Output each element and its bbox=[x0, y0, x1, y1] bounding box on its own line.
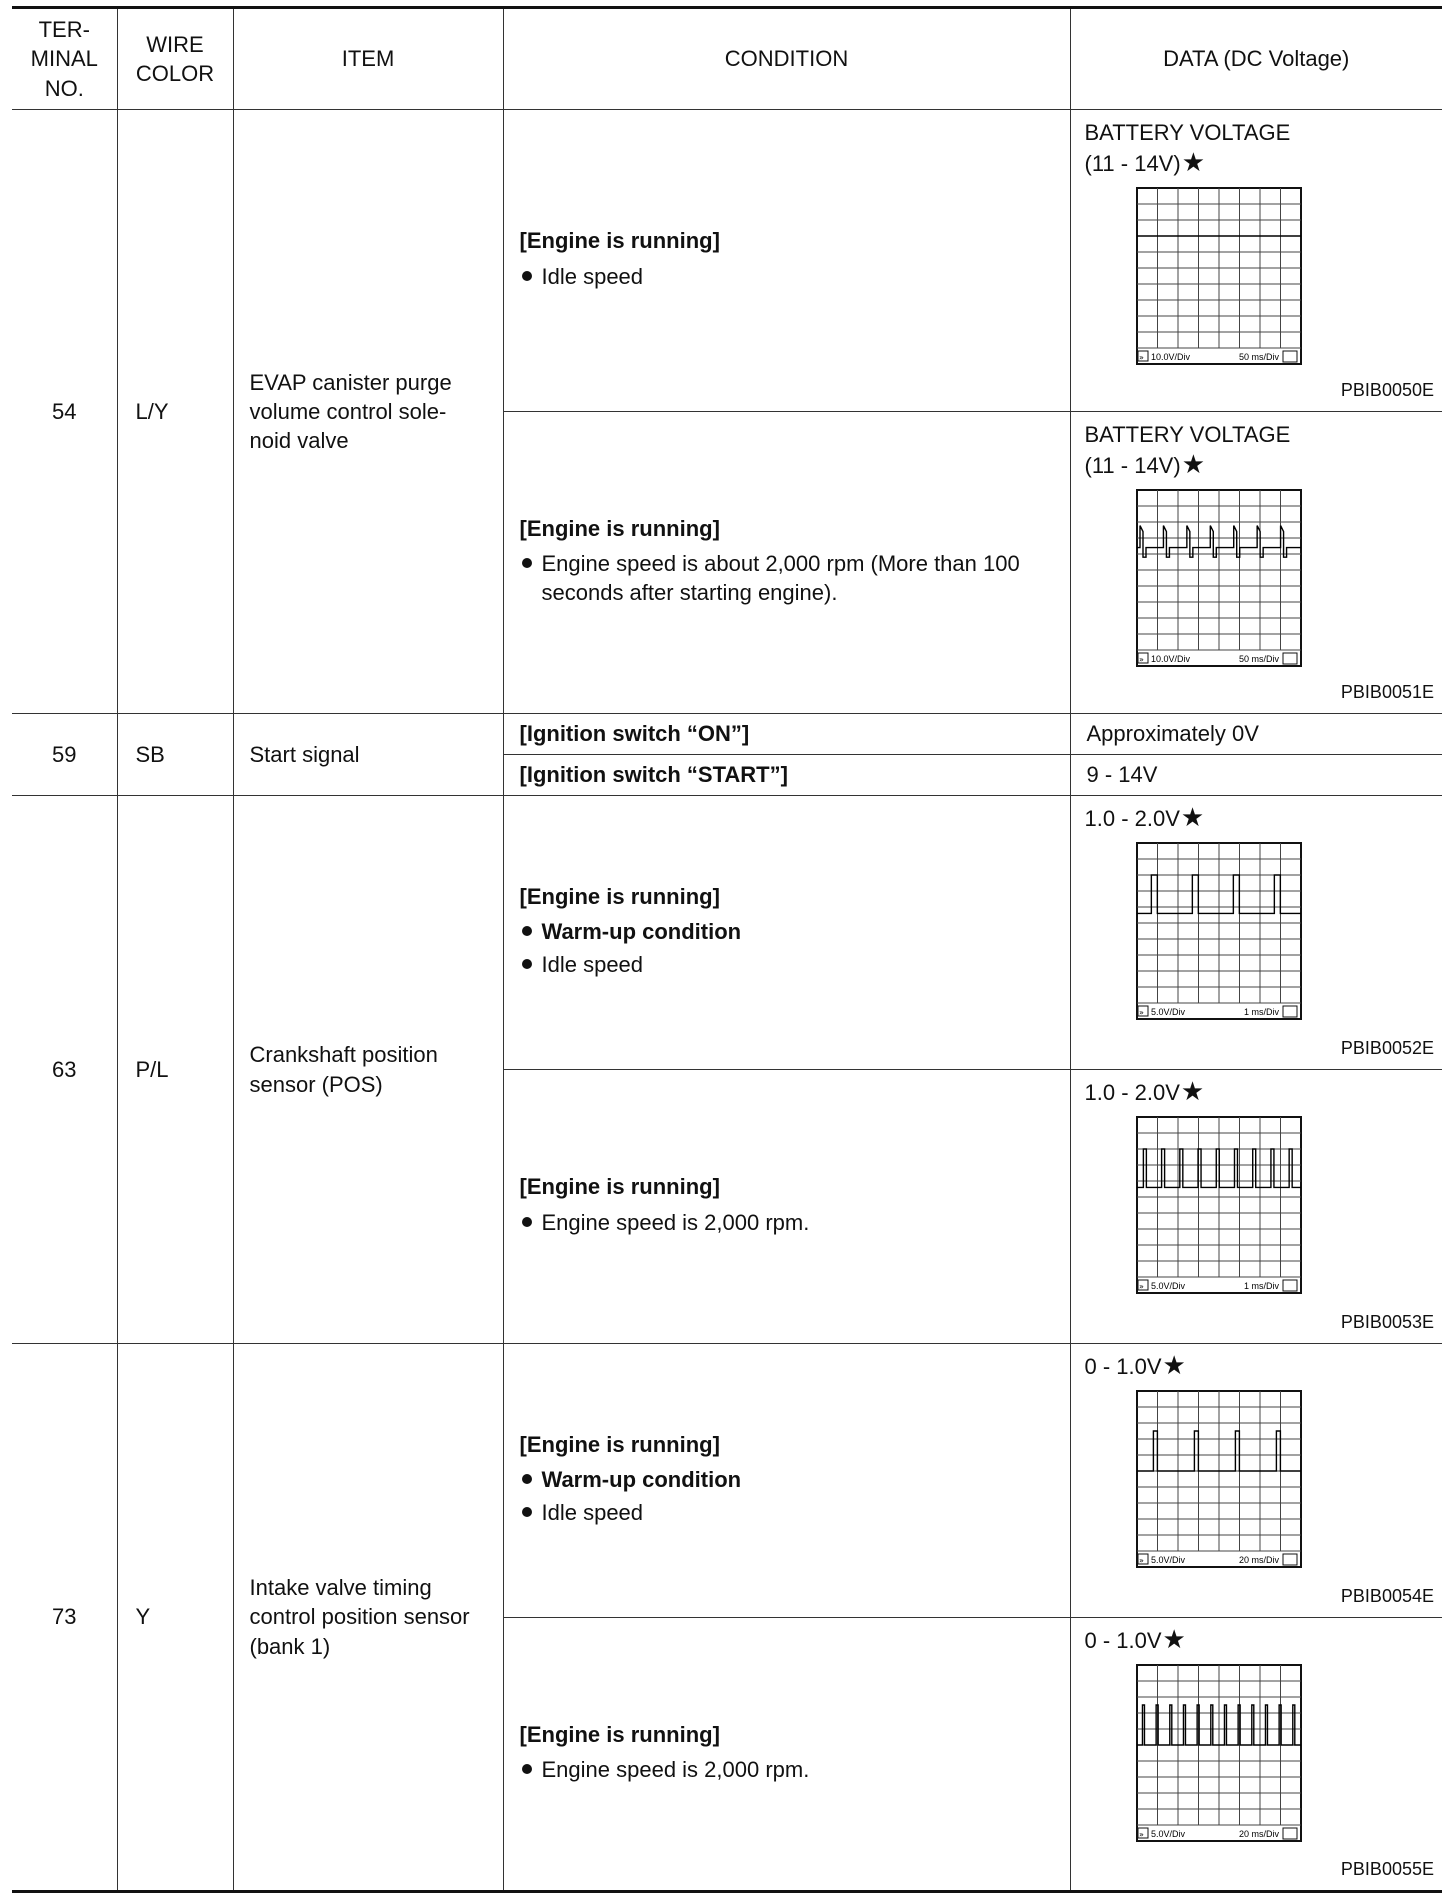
scope-time-scale: 20 ms/Div bbox=[1238, 1555, 1279, 1566]
scope-volt-scale: 5.0V/Div bbox=[1150, 1281, 1185, 1292]
wire-color: P/L bbox=[117, 796, 233, 1344]
condition-head: [Engine is running] bbox=[519, 228, 720, 254]
scope-volt-scale: 5.0V/Div bbox=[1150, 1007, 1185, 1018]
data-cell: 1.0 - 2.0V★ » 5.0V/Div 1 ms/Div PBIB0053E bbox=[1070, 1070, 1442, 1344]
data-cell: BATTERY VOLTAGE (11 - 14V)★ » 10.0V/Div 50 ms/Div PBIB0050E bbox=[1070, 110, 1442, 412]
condition-bullet: Warm-up condition bbox=[520, 917, 1054, 946]
condition-bullet: Idle speed bbox=[520, 1498, 1054, 1527]
item-name: Crankshaft position sensor (POS) bbox=[233, 796, 503, 1344]
table-row bbox=[12, 714, 1442, 755]
item-name: EVAP canister purge volume control sole- noid valve bbox=[233, 110, 503, 714]
terminal-number: 73 bbox=[12, 1344, 117, 1892]
condition-head: [Engine is running] bbox=[519, 1721, 720, 1747]
wire-color: SB bbox=[117, 714, 233, 796]
terminal-number: 63 bbox=[12, 796, 117, 1344]
star-icon: ★ bbox=[1181, 449, 1205, 480]
bullet-icon bbox=[522, 1507, 532, 1517]
scope-volt-scale: 5.0V/Div bbox=[1150, 1555, 1185, 1566]
figure-code: PBIB0054E bbox=[1340, 1586, 1434, 1607]
data-cell: 0 - 1.0V★ » 5.0V/Div 20 ms/Div PBIB0054E bbox=[1070, 1344, 1442, 1618]
table-row bbox=[12, 110, 1442, 412]
scope-time-scale: 20 ms/Div bbox=[1238, 1829, 1279, 1840]
condition-bullet: Engine speed is 2,000 rpm. bbox=[520, 1755, 1054, 1784]
scope-run-icon: » bbox=[1138, 1282, 1144, 1292]
bullet-icon bbox=[522, 926, 532, 936]
bullet-icon bbox=[522, 1217, 532, 1227]
figure-code: PBIB0053E bbox=[1340, 1312, 1434, 1333]
star-icon: ★ bbox=[1181, 147, 1205, 178]
wire-color: Y bbox=[117, 1344, 233, 1892]
figure-code: PBIB0052E bbox=[1340, 1038, 1434, 1059]
oscilloscope-waveform bbox=[1135, 1389, 1303, 1569]
bullet-icon bbox=[522, 271, 532, 281]
scope-run-icon: » bbox=[1138, 1556, 1144, 1566]
scope-run-icon: » bbox=[1138, 353, 1144, 363]
star-icon: ★ bbox=[1180, 1076, 1205, 1106]
figure-code: PBIB0050E bbox=[1340, 380, 1434, 401]
condition-bullet: Engine speed is about 2,000 rpm (More than 100 seconds after starting engine). bbox=[520, 549, 1054, 607]
condition-bullet: Idle speed bbox=[520, 262, 1054, 291]
condition-head: [Engine is running] bbox=[519, 1431, 720, 1457]
header-condition: CONDITION bbox=[503, 8, 1070, 110]
condition-bullet: Idle speed bbox=[520, 950, 1054, 979]
bullet-icon bbox=[522, 558, 532, 568]
header-terminal: TER- MINAL NO. bbox=[12, 8, 117, 110]
scope-time-scale: 50 ms/Div bbox=[1238, 352, 1279, 363]
scope-volt-scale: 5.0V/Div bbox=[1150, 1829, 1185, 1840]
header-wire-color: WIRE COLOR bbox=[117, 8, 233, 110]
scope-time-scale: 50 ms/Div bbox=[1238, 654, 1279, 665]
scope-volt-scale: 10.0V/Div bbox=[1150, 654, 1190, 665]
oscilloscope-waveform bbox=[1135, 841, 1303, 1021]
terminal-data-table bbox=[12, 6, 1442, 1893]
condition-head: [Engine is running] bbox=[519, 515, 720, 541]
header-item: ITEM bbox=[233, 8, 503, 110]
condition-head: [Engine is running] bbox=[519, 883, 720, 909]
condition-cell bbox=[503, 1070, 1070, 1344]
bullet-icon bbox=[522, 1764, 532, 1774]
scope-time-scale: 1 ms/Div bbox=[1243, 1007, 1279, 1018]
condition-cell: [Ignition switch “START”] bbox=[503, 755, 1070, 796]
wire-color: L/Y bbox=[117, 110, 233, 714]
scope-run-icon: » bbox=[1138, 655, 1144, 665]
bullet-icon bbox=[522, 959, 532, 969]
terminal-number: 54 bbox=[12, 110, 117, 714]
condition-cell bbox=[503, 412, 1070, 714]
bullet-icon bbox=[522, 1474, 532, 1484]
figure-code: PBIB0055E bbox=[1340, 1859, 1434, 1880]
terminal-number: 59 bbox=[12, 714, 117, 796]
table-row bbox=[12, 796, 1442, 1070]
condition-head: [Engine is running] bbox=[519, 1174, 720, 1200]
condition-cell bbox=[503, 1618, 1070, 1892]
condition-cell bbox=[503, 110, 1070, 412]
header-data: DATA (DC Voltage) bbox=[1070, 8, 1442, 110]
data-cell: 9 - 14V bbox=[1070, 755, 1442, 796]
data-cell: 1.0 - 2.0V★ » 5.0V/Div 1 ms/Div PBIB0052E bbox=[1070, 796, 1442, 1070]
oscilloscope-waveform bbox=[1135, 1115, 1303, 1295]
data-cell: 0 - 1.0V★ » 5.0V/Div 20 ms/Div PBIB0055E bbox=[1070, 1618, 1442, 1892]
oscilloscope-waveform bbox=[1135, 1663, 1303, 1843]
oscilloscope-waveform bbox=[1135, 186, 1303, 366]
star-icon: ★ bbox=[1162, 1350, 1186, 1380]
header-row bbox=[12, 8, 1442, 110]
condition-bullet: Engine speed is 2,000 rpm. bbox=[520, 1208, 1054, 1237]
oscilloscope-waveform bbox=[1135, 488, 1303, 668]
star-icon: ★ bbox=[1180, 802, 1205, 832]
scope-run-icon: » bbox=[1138, 1008, 1144, 1018]
condition-cell: [Ignition switch “ON”] bbox=[503, 714, 1070, 755]
figure-code: PBIB0051E bbox=[1340, 682, 1434, 703]
condition-cell bbox=[503, 1344, 1070, 1618]
table-row bbox=[12, 1344, 1442, 1618]
data-cell: BATTERY VOLTAGE (11 - 14V)★ » 10.0V/Div 50 ms/Div PBIB0051E bbox=[1070, 412, 1442, 714]
scope-run-icon: » bbox=[1138, 1830, 1144, 1840]
scope-volt-scale: 10.0V/Div bbox=[1150, 352, 1190, 363]
scope-time-scale: 1 ms/Div bbox=[1243, 1281, 1279, 1292]
condition-cell bbox=[503, 796, 1070, 1070]
star-icon: ★ bbox=[1162, 1624, 1186, 1654]
data-cell: Approximately 0V bbox=[1070, 714, 1442, 755]
item-name: Intake valve timing control position sensor (bank 1) bbox=[233, 1344, 503, 1892]
condition-bullet: Warm-up condition bbox=[520, 1465, 1054, 1494]
item-name: Start signal bbox=[233, 714, 503, 796]
